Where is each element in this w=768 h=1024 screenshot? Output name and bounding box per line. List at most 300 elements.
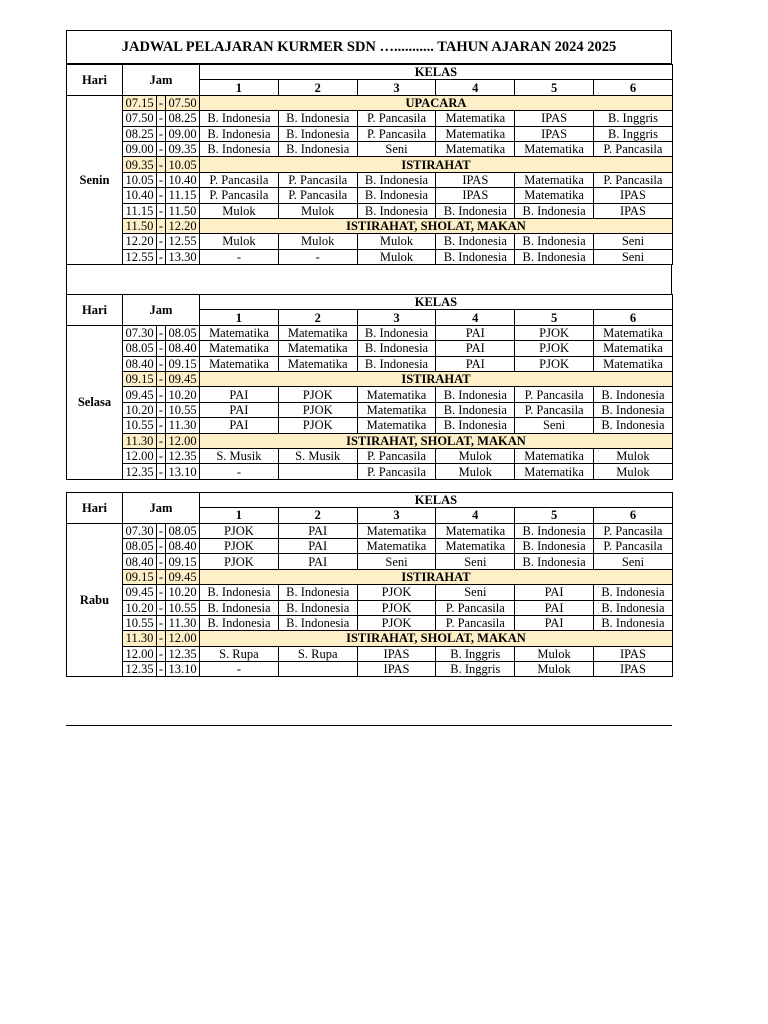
header-row [67,65,673,80]
time-separator: - [157,554,166,569]
header-row [67,295,673,310]
subject-cell: Matematika [436,141,515,156]
start-time: 12.35 [123,464,157,479]
subject-cell: B. Indonesia [436,402,515,417]
end-time: 13.10 [166,464,200,479]
start-time: 07.30 [123,523,157,538]
jam-header: Jam [123,492,200,523]
subject-cell: PAI [436,325,515,340]
start-time: 12.55 [123,249,157,264]
subject-cell: PJOK [200,554,279,569]
subject-cell: Matematika [200,356,279,371]
end-time: 13.30 [166,249,200,264]
subject-cell: P. Pancasila [594,538,673,553]
start-time: 08.40 [123,554,157,569]
subject-cell: Matematika [278,356,357,371]
time-separator: - [157,188,166,203]
time-separator: - [157,341,166,356]
subject-cell: PJOK [278,402,357,417]
start-time: 11.30 [123,631,157,646]
subject-cell: PAI [515,615,594,630]
time-separator: - [157,172,166,187]
subject-cell: PJOK [515,325,594,340]
jam-header: Jam [123,295,200,326]
subject-cell: B. Indonesia [594,387,673,402]
break-row [67,631,673,646]
subject-cell: Seni [594,554,673,569]
break-label: ISTIRAHAT, SHOLAT, MAKAN [200,218,673,233]
end-time: 10.40 [166,172,200,187]
end-time: 11.50 [166,203,200,218]
day-name: Rabu [67,523,123,677]
subject-cell: PJOK [357,615,436,630]
time-separator: - [157,600,166,615]
time-separator: - [157,234,166,249]
subject-cell: B. Indonesia [200,615,279,630]
subject-cell: B. Indonesia [200,126,279,141]
table-row [67,615,673,630]
subject-cell: Matematika [436,538,515,553]
break-label: ISTIRAHAT [200,569,673,584]
end-time: 12.00 [166,631,200,646]
subject-cell: Mulok [515,646,594,661]
table-row [67,448,673,463]
subject-cell: Mulok [515,662,594,677]
subject-cell: PAI [278,554,357,569]
subject-cell: P. Pancasila [200,172,279,187]
class-number-header: 2 [278,310,357,325]
subject-cell: Seni [594,234,673,249]
subject-cell: Mulok [278,203,357,218]
subject-cell: Mulok [436,448,515,463]
subject-cell: P. Pancasila [515,387,594,402]
time-separator: - [157,372,166,387]
subject-cell: B. Indonesia [436,234,515,249]
subject-cell: PJOK [200,538,279,553]
subject-cell: PJOK [200,523,279,538]
time-separator: - [157,249,166,264]
time-separator: - [157,218,166,233]
table-row [67,418,673,433]
subject-cell: B. Indonesia [278,585,357,600]
subject-cell: PAI [200,402,279,417]
time-separator: - [157,538,166,553]
class-number-header: 1 [200,310,279,325]
subject-cell: B. Indonesia [594,600,673,615]
subject-cell: Matematika [357,523,436,538]
subject-cell: IPAS [594,646,673,661]
subject-cell: Mulok [594,448,673,463]
schedule-page [66,30,672,677]
time-separator: - [157,325,166,340]
end-time: 12.35 [166,646,200,661]
subject-cell: PAI [436,356,515,371]
subject-cell: B. Indonesia [357,325,436,340]
break-row [67,569,673,584]
end-time: 10.05 [166,157,200,172]
subject-cell: PAI [515,585,594,600]
time-separator: - [157,126,166,141]
break-label: UPACARA [200,95,673,110]
end-time: 09.35 [166,141,200,156]
day-name: Selasa [67,325,123,479]
subject-cell: Seni [436,585,515,600]
time-separator: - [157,402,166,417]
subject-cell: B. Indonesia [200,141,279,156]
time-separator: - [157,356,166,371]
start-time: 07.50 [123,111,157,126]
hari-header: Hari [67,65,123,96]
table-row [67,600,673,615]
bottom-divider [66,725,672,726]
break-row [67,157,673,172]
subject-cell: P. Pancasila [357,111,436,126]
subject-cell: IPAS [357,662,436,677]
subject-cell: PJOK [515,356,594,371]
subject-cell: B. Indonesia [436,418,515,433]
subject-cell: S. Rupa [200,646,279,661]
end-time: 08.25 [166,111,200,126]
table-row [67,341,673,356]
subject-cell: P. Pancasila [594,523,673,538]
subject-cell: Mulok [357,249,436,264]
class-number-header: 6 [594,310,673,325]
subject-cell: Seni [594,249,673,264]
end-time: 10.20 [166,387,200,402]
subject-cell: PAI [278,523,357,538]
class-number-header: 1 [200,508,279,523]
subject-cell: Matematika [515,448,594,463]
schedule-table-rabu [66,492,673,678]
start-time: 11.30 [123,433,157,448]
subject-cell: P. Pancasila [357,464,436,479]
subject-cell: B. Indonesia [357,188,436,203]
time-separator: - [157,418,166,433]
start-time: 12.35 [123,662,157,677]
subject-cell: PJOK [278,418,357,433]
subject-cell [278,464,357,479]
table-row [67,554,673,569]
break-label: ISTIRAHAT [200,157,673,172]
break-row [67,433,673,448]
subject-cell: P. Pancasila [436,600,515,615]
end-time: 09.45 [166,372,200,387]
class-number-header: 5 [515,80,594,95]
time-separator: - [157,662,166,677]
end-time: 12.20 [166,218,200,233]
end-time: 08.40 [166,538,200,553]
end-time: 11.30 [166,615,200,630]
time-separator: - [157,111,166,126]
subject-cell: PJOK [357,585,436,600]
time-separator: - [157,141,166,156]
time-separator: - [157,646,166,661]
page-title: JADWAL PELAJARAN KURMER SDN …........... TAHUN AJARAN 2024 2025 [66,30,672,64]
start-time: 09.35 [123,157,157,172]
class-number-header: 4 [436,310,515,325]
subject-cell: B. Indonesia [357,172,436,187]
subject-cell: Mulok [200,203,279,218]
class-number-header: 3 [357,80,436,95]
table-row [67,172,673,187]
subject-cell: Matematika [515,464,594,479]
subject-cell: B. Indonesia [278,111,357,126]
time-separator: - [157,203,166,218]
subject-cell: IPAS [594,188,673,203]
subject-cell: B. Indonesia [200,585,279,600]
subject-cell: Matematika [357,387,436,402]
end-time: 09.00 [166,126,200,141]
start-time: 07.30 [123,325,157,340]
break-row [67,372,673,387]
subject-cell: Matematika [515,172,594,187]
time-separator: - [157,448,166,463]
subject-cell: P. Pancasila [436,615,515,630]
subject-cell: B. Indonesia [436,387,515,402]
jam-header: Jam [123,65,200,96]
end-time: 09.15 [166,554,200,569]
start-time: 09.15 [123,569,157,584]
subject-cell: B. Indonesia [200,600,279,615]
subject-cell: B. Indonesia [594,418,673,433]
subject-cell [278,662,357,677]
end-time: 09.15 [166,356,200,371]
kelas-header: KELAS [200,65,673,80]
table-row [67,111,673,126]
table-row [67,356,673,371]
end-time: 08.40 [166,341,200,356]
table-row [67,249,673,264]
time-separator: - [157,464,166,479]
class-number-header: 2 [278,508,357,523]
subject-cell: B. Indonesia [278,126,357,141]
subject-cell: Matematika [278,341,357,356]
start-time: 12.00 [123,646,157,661]
hari-header: Hari [67,295,123,326]
start-time: 09.15 [123,372,157,387]
subject-cell: P. Pancasila [357,126,436,141]
subject-cell: P. Pancasila [594,172,673,187]
subject-cell: Mulok [200,234,279,249]
subject-cell: B. Indonesia [515,538,594,553]
class-number-header: 3 [357,508,436,523]
kelas-header: KELAS [200,295,673,310]
table-row [67,464,673,479]
start-time: 08.25 [123,126,157,141]
start-time: 08.05 [123,538,157,553]
subject-cell: IPAS [436,188,515,203]
class-number-header: 6 [594,80,673,95]
subject-cell: PJOK [515,341,594,356]
subject-cell: Matematika [594,356,673,371]
table-row [67,523,673,538]
subject-cell: B. Indonesia [436,203,515,218]
hari-header: Hari [67,492,123,523]
break-label: ISTIRAHAT, SHOLAT, MAKAN [200,433,673,448]
subject-cell: Matematika [436,111,515,126]
table-row [67,325,673,340]
subject-cell: IPAS [515,111,594,126]
subject-cell: Mulok [278,234,357,249]
subject-cell: Matematika [594,325,673,340]
table-row [67,203,673,218]
subject-cell: B. Indonesia [515,554,594,569]
subject-cell: B. Indonesia [594,615,673,630]
subject-cell: P. Pancasila [278,188,357,203]
table-row [67,402,673,417]
subject-cell: PJOK [278,387,357,402]
start-time: 10.05 [123,172,157,187]
end-time: 12.55 [166,234,200,249]
class-number-header: 3 [357,310,436,325]
table-row [67,126,673,141]
start-time: 12.20 [123,234,157,249]
break-row [67,95,673,110]
subject-cell: PAI [278,538,357,553]
subject-cell: Matematika [357,538,436,553]
subject-cell: B. Indonesia [594,402,673,417]
subject-cell: Matematika [515,141,594,156]
start-time: 10.55 [123,615,157,630]
end-time: 12.35 [166,448,200,463]
break-row [67,218,673,233]
subject-cell: IPAS [594,203,673,218]
kelas-header: KELAS [200,492,673,507]
subject-cell: P. Pancasila [200,188,279,203]
subject-cell: IPAS [436,172,515,187]
class-number-header: 4 [436,508,515,523]
break-label: ISTIRAHAT, SHOLAT, MAKAN [200,631,673,646]
table-row [67,141,673,156]
subject-cell: Mulok [594,464,673,479]
day-name: Senin [67,95,123,264]
time-separator: - [157,95,166,110]
time-separator: - [157,615,166,630]
subject-cell: PAI [200,418,279,433]
start-time: 07.15 [123,95,157,110]
subject-cell: Matematika [200,341,279,356]
time-separator: - [157,387,166,402]
end-time: 12.00 [166,433,200,448]
time-separator: - [157,585,166,600]
end-time: 13.10 [166,662,200,677]
subject-cell: Matematika [357,418,436,433]
time-separator: - [157,631,166,646]
start-time: 09.00 [123,141,157,156]
start-time: 10.55 [123,418,157,433]
start-time: 10.40 [123,188,157,203]
table-spacer [66,480,672,492]
end-time: 10.55 [166,600,200,615]
start-time: 11.50 [123,218,157,233]
subject-cell: Matematika [594,341,673,356]
table-row [67,538,673,553]
time-separator: - [157,523,166,538]
start-time: 09.45 [123,585,157,600]
subject-cell: P. Pancasila [357,448,436,463]
start-time: 11.15 [123,203,157,218]
class-number-header: 6 [594,508,673,523]
start-time: 10.20 [123,600,157,615]
start-time: 10.20 [123,402,157,417]
subject-cell: B. Indonesia [278,600,357,615]
subject-cell: Seni [436,554,515,569]
subject-cell: Mulok [357,234,436,249]
subject-cell: Matematika [357,402,436,417]
end-time: 11.15 [166,188,200,203]
subject-cell: P. Pancasila [278,172,357,187]
subject-cell: B. Indonesia [515,234,594,249]
table-spacer [66,265,672,294]
subject-cell: P. Pancasila [594,141,673,156]
subject-cell: B. Inggris [594,126,673,141]
end-time: 11.30 [166,418,200,433]
subject-cell: Seni [357,141,436,156]
subject-cell: B. Indonesia [515,523,594,538]
subject-cell: B. Indonesia [357,341,436,356]
end-time: 08.05 [166,523,200,538]
schedule-tables [66,64,672,677]
class-number-header: 1 [200,80,279,95]
subject-cell: PAI [515,600,594,615]
subject-cell: Matematika [515,188,594,203]
table-row [67,387,673,402]
subject-cell: PAI [200,387,279,402]
subject-cell: Matematika [278,325,357,340]
class-number-header: 2 [278,80,357,95]
subject-cell: Matematika [436,523,515,538]
time-separator: - [157,569,166,584]
subject-cell: S. Rupa [278,646,357,661]
end-time: 10.20 [166,585,200,600]
table-row [67,662,673,677]
start-time: 08.05 [123,341,157,356]
subject-cell: Seni [515,418,594,433]
end-time: 10.55 [166,402,200,417]
subject-cell: B. Indonesia [357,203,436,218]
subject-cell: B. Indonesia [594,585,673,600]
schedule-table-senin [66,64,673,265]
subject-cell: P. Pancasila [515,402,594,417]
subject-cell: B. Inggris [594,111,673,126]
subject-cell: B. Indonesia [515,249,594,264]
subject-cell: Seni [357,554,436,569]
subject-cell: B. Indonesia [278,615,357,630]
subject-cell: - [200,249,279,264]
end-time: 09.45 [166,569,200,584]
subject-cell: IPAS [515,126,594,141]
subject-cell: - [200,662,279,677]
time-separator: - [157,157,166,172]
subject-cell: Matematika [200,325,279,340]
time-separator: - [157,433,166,448]
schedule-table-selasa [66,294,673,480]
class-number-header: 5 [515,508,594,523]
start-time: 09.45 [123,387,157,402]
class-number-header: 4 [436,80,515,95]
subject-cell: B. Indonesia [436,249,515,264]
subject-cell: B. Indonesia [515,203,594,218]
break-label: ISTIRAHAT [200,372,673,387]
table-row [67,646,673,661]
subject-cell: B. Inggris [436,646,515,661]
subject-cell: Mulok [436,464,515,479]
subject-cell: S. Musik [278,448,357,463]
end-time: 07.50 [166,95,200,110]
subject-cell: - [278,249,357,264]
start-time: 08.40 [123,356,157,371]
subject-cell: B. Indonesia [357,356,436,371]
